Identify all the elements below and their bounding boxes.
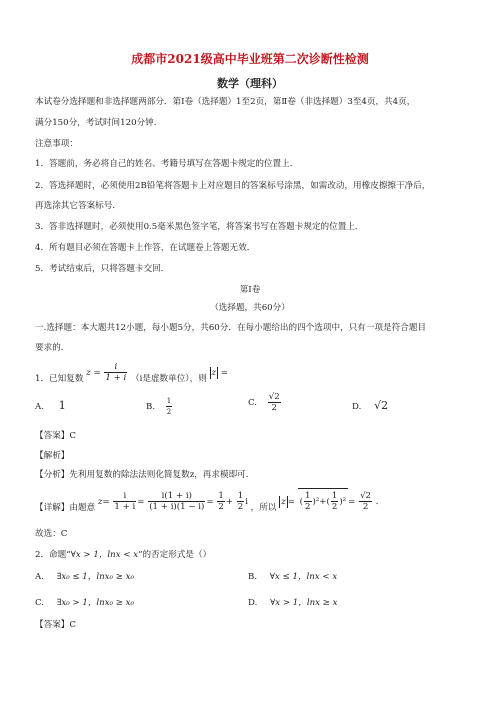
fraction-num: √2 (360, 491, 372, 501)
fraction-num: 1 (166, 397, 172, 405)
fraction-den: 2 (331, 502, 338, 512)
q1-fraction-num: i (104, 362, 127, 373)
fraction-num: 1 (305, 491, 311, 501)
fraction-den: 2 (237, 502, 244, 512)
q1-option-c (248, 392, 282, 413)
detail-sqrt: ( $\frac{1}{2}$ )²+( $\frac{1}{2}$ )² (298, 488, 348, 512)
q1-tail: = (220, 368, 228, 378)
fraction-den: 1 + i (114, 502, 136, 512)
fraction-num: 1 (218, 491, 224, 501)
detail-fraction-4 (237, 491, 244, 512)
option-label: A. (35, 402, 44, 412)
exam-title: 成都市2021级高中毕业班第二次诊断性检测 (131, 52, 369, 66)
q1-prefix: 1．已知复数 (35, 374, 84, 384)
q2-option-b (248, 571, 337, 583)
option-value: ∀x ≤ 1，lnx < x (269, 572, 338, 582)
fraction-den: 2 (218, 502, 224, 512)
detail-end: ． (375, 497, 385, 507)
note-item: 5．考试结束后，只将答题卡交回． (35, 264, 170, 274)
question-2 (35, 549, 211, 561)
question-1 (35, 362, 228, 383)
option-label: A. (35, 572, 44, 582)
option-label: D. (352, 402, 362, 412)
q1-option-b (146, 396, 173, 417)
option-value: √2 (374, 399, 389, 412)
section-title: 第Ⅰ卷 (239, 285, 261, 295)
q2-option-d (248, 597, 337, 609)
option-label: C. (35, 598, 45, 608)
q2-stem-prefix: 2．命题“ (35, 550, 71, 560)
q1-fraction-den: 1 + i (105, 373, 127, 383)
option-value: ∃x₀ > 1，lnx₀ ≥ x₀ (56, 598, 134, 608)
q1-option-a (35, 400, 66, 413)
note-item: 再选涂其它答案标号． (35, 201, 121, 211)
sqrt-fraction-2 (331, 491, 338, 512)
fraction-num: i (113, 491, 136, 502)
q1-eq: = (93, 368, 101, 378)
q1-z: z (86, 368, 91, 378)
option-fraction (268, 392, 281, 413)
detail-fraction-1 (113, 491, 136, 512)
q2-option-a (35, 571, 134, 583)
q2-stem-suffix: ”的否定形式是（） (138, 550, 212, 560)
q1-fraction (104, 362, 127, 383)
fraction-num: 1 (237, 491, 244, 501)
detail-fraction-result (359, 491, 372, 512)
detail-fraction-3 (217, 491, 224, 512)
q2-option-c (35, 597, 134, 609)
option-value: ∀x > 1，lnx ≥ x (270, 598, 338, 608)
detail-prefix: 【详解】由题意 (35, 503, 96, 513)
intro-line-2: 满分150分，考试时间120分钟． (35, 118, 163, 128)
exam-subtitle: 数学（理科） (217, 77, 283, 90)
fraction-num: i(1 + i) (148, 491, 205, 502)
section-subtitle: （选择题，共60分） (210, 303, 290, 313)
q1-option-d (352, 400, 388, 413)
q2-answer: 【答案】C (35, 620, 76, 630)
option-value: ∃x₀ ≤ 1，lnx₀ ≥ x₀ (56, 572, 134, 582)
fraction-den: (1 + i)(1 − i) (149, 502, 205, 512)
detail-mid: ，所以 (250, 503, 277, 513)
q1-analysis-heading: 【解析】 (35, 451, 70, 461)
note-item: 2．答选择题时，必须使用2B铅笔将答题卡上对应题目的答案标号涂黑，如需改动，用橡皮擦擦干净后， (35, 181, 431, 191)
option-label: B. (248, 572, 258, 582)
detail-abs-z: z (281, 497, 286, 507)
fraction-den: 2 (166, 408, 172, 416)
detail-fraction-2 (148, 491, 205, 512)
fraction-den: 2 (305, 502, 311, 512)
detail-z: z (97, 497, 103, 507)
option-value: 1 (58, 399, 66, 412)
note-item: 4．所有题目必须在答题卡上作答，在试题卷上答题无效． (35, 243, 256, 253)
q1-detail: 【详解】由题意 z= $\frac{i}{1 + i}$ = $\frac{i(1 + i)}{(1 + i)(1 - i)}$ = $\frac{1}{2}$ + $\frac{1}{2}$ i ，所以 z = ( $\frac{1}{2}$ )²+( $\frac{1}{2}$ )²= $\frac{√2}{2}$ ． (35, 488, 384, 512)
q1-abs-z: z (211, 368, 217, 378)
fraction-den: 2 (271, 403, 277, 413)
sqrt-fraction-1 (304, 491, 311, 512)
fraction-num: √2 (268, 392, 280, 402)
q1-middle: （i是虚数单位），则 (131, 374, 207, 384)
notes-heading: 注意事项： (35, 139, 78, 149)
section-instructions: 一.选择题：本大题共12小题，每小题5分，共60分．在每小题给出的四个选项中，只有一项是符合题目 (35, 323, 427, 333)
note-item: 3．答非选择题时，必须使用0.5毫米黑色签字笔，将答案书写在答题卡规定的位置上． (35, 222, 364, 232)
fraction-num: 1 (331, 491, 338, 501)
option-fraction (166, 396, 172, 417)
q1-conclusion: 故选：C (35, 529, 68, 539)
q2-stem-math: ∀x > 1，lnx < x (70, 550, 139, 560)
q1-analysis: 【分析】先利用复数的除法法则化简复数z，再求模即可． (35, 470, 255, 480)
option-label: D. (248, 598, 258, 608)
note-item: 1．答题前，务必将自己的姓名、考籍号填写在答题卡规定的位置上． (35, 159, 299, 169)
intro-line-1: 本试卷分选择题和非选择题两部分．第Ⅰ卷（选择题）1至2页，第Ⅱ卷（非选择题）3至4页，共4页， (35, 97, 416, 107)
fraction-den: 2 (362, 502, 369, 512)
q1-answer: 【答案】C (35, 431, 76, 441)
option-label: C. (248, 398, 258, 408)
section-instructions-cont: 要求的． (35, 343, 70, 353)
option-label: B. (146, 402, 156, 412)
